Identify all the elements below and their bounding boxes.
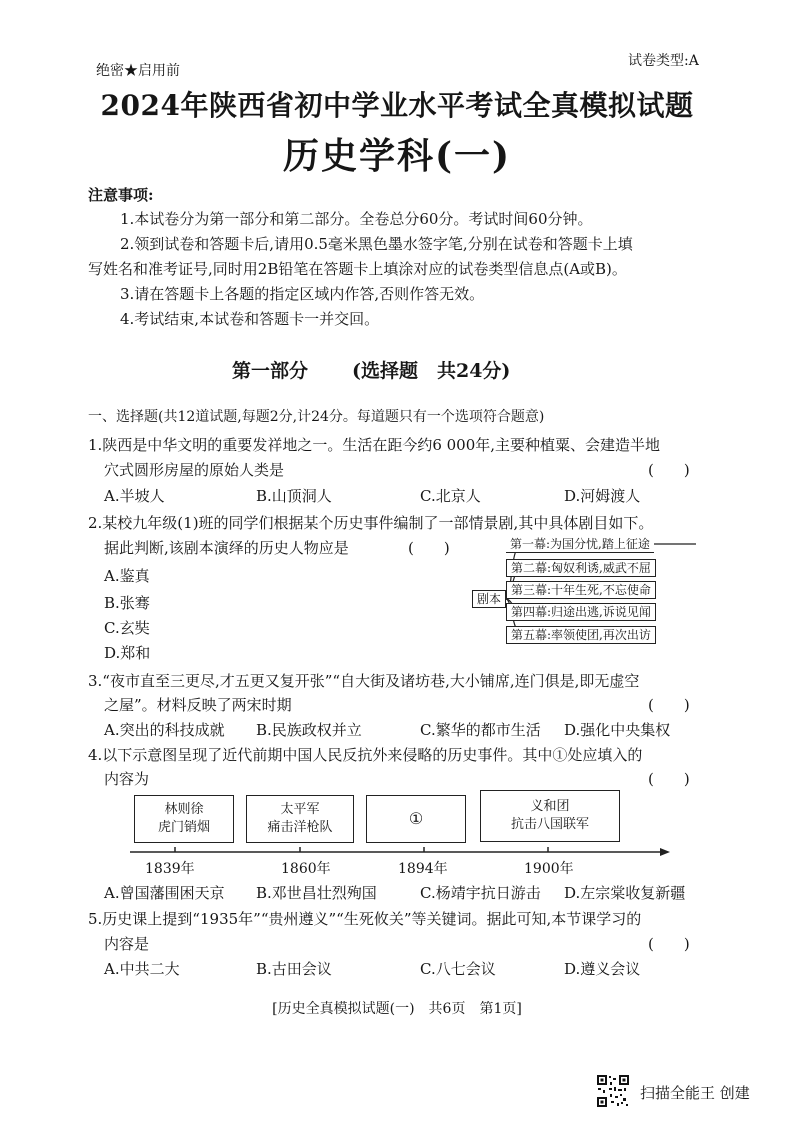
option-c: C.北京人 bbox=[420, 487, 481, 505]
option-c: C.繁华的都市生活 bbox=[420, 721, 541, 739]
option-d: D.郑和 bbox=[104, 644, 151, 662]
option-d: D.遵义会议 bbox=[564, 960, 641, 978]
timeline-event-line1: 太平军 bbox=[280, 802, 320, 817]
timeline-event-blank bbox=[366, 795, 466, 843]
timeline-event bbox=[480, 790, 620, 842]
option-a: A.突出的科技成就 bbox=[104, 721, 225, 739]
notice-item: 写姓名和准考证号,同时用2B铅笔在答题卡上填涂对应的试卷类型信息点(A或B)。 bbox=[88, 260, 627, 278]
option-c: C.八七会议 bbox=[420, 960, 496, 978]
option-b: B.邓世昌壮烈殉国 bbox=[256, 884, 377, 902]
option-c: C.玄奘 bbox=[104, 619, 150, 637]
notice-item: 1.本试卷分为第一部分和第二部分。全卷总分60分。考试时间60分钟。 bbox=[120, 210, 593, 228]
page-footer: [历史全真模拟试题(一) 共6页 第1页] bbox=[272, 1001, 522, 1017]
timeline-year: 1860年 bbox=[281, 861, 331, 877]
option-a: A.半坡人 bbox=[104, 487, 165, 505]
exam-title: 2024年陕西省初中学业水平考试全真模拟试题 bbox=[100, 89, 694, 122]
option-a: A.中共二大 bbox=[104, 960, 180, 978]
answer-blank: ( ) bbox=[648, 935, 690, 953]
timeline-year: 1839年 bbox=[145, 861, 195, 877]
section-instruction: 一、选择题(共12道试题,每题2分,计24分。每道题只有一个选项符合题意) bbox=[88, 409, 545, 425]
option-b: B.张骞 bbox=[104, 594, 150, 612]
question-5-stem-cont: 内容是 bbox=[104, 935, 150, 953]
question-2-stem-cont: 据此判断,该剧本演绎的历史人物应是 bbox=[104, 539, 349, 557]
timeline-event-line2: 虎门销烟 bbox=[157, 820, 210, 835]
answer-blank: ( ) bbox=[648, 770, 690, 788]
question-4-stem: 4.以下示意图呈现了近代前期中国人民反抗外来侵略的历史事件。其中①处应填入的 bbox=[88, 746, 643, 764]
answer-blank: ( ) bbox=[648, 461, 690, 479]
subject-title: 历史学科(一) bbox=[282, 135, 512, 177]
option-a: A.鉴真 bbox=[104, 567, 150, 585]
option-b: B.古田会议 bbox=[256, 960, 332, 978]
question-1-stem-cont: 穴式圆形房屋的原始人类是 bbox=[104, 461, 285, 479]
qr-code-icon bbox=[596, 1074, 630, 1108]
timeline-event-line1: 义和团 bbox=[530, 799, 570, 814]
notice-item: 2.领到试卷和答题卡后,请用0.5毫米黑色墨水签字笔,分别在试卷和答题卡上填 bbox=[120, 235, 633, 253]
question-3-stem: 3.“夜市直至三更尽,才五更又复开张”“自大街及诸坊巷,大小铺席,连门俱是,即无虚空 bbox=[88, 672, 640, 690]
question-1-stem: 1.陕西是中华文明的重要发祥地之一。生活在距今约6 000年,主要种植粟、会建造半地 bbox=[88, 436, 661, 454]
timeline-event bbox=[246, 795, 354, 843]
confidential-mark: 绝密★启用前 bbox=[96, 63, 180, 79]
question-5-stem: 5.历史课上提到“1935年”“贵州遵义”“生死攸关”等关键词。据此可知,本节课学习的 bbox=[88, 910, 642, 928]
script-act: 第一幕:为国分忧,踏上征途 bbox=[506, 536, 654, 553]
part-subtitle: (选择题 共24分) bbox=[352, 360, 511, 382]
option-d: D.强化中央集权 bbox=[564, 721, 671, 739]
script-act: 第五幕:率领使团,再次出访 bbox=[506, 626, 656, 644]
option-b: B.山顶洞人 bbox=[256, 487, 332, 505]
timeline-event-line1: 林则徐 bbox=[164, 802, 204, 817]
timeline-event-line2: 痛击洋枪队 bbox=[267, 820, 333, 835]
answer-blank: ( ) bbox=[408, 539, 450, 557]
timeline-axis bbox=[130, 846, 672, 858]
timeline-event-line2: 抗击八国联军 bbox=[510, 817, 589, 832]
answer-blank: ( ) bbox=[648, 696, 690, 714]
part-title: 第一部分 bbox=[232, 360, 309, 382]
option-b: B.民族政权并立 bbox=[256, 721, 362, 739]
option-c: C.杨靖宇抗日游击 bbox=[420, 884, 541, 902]
script-label: 剧本 bbox=[472, 590, 506, 608]
question-2-stem: 2.某校九年级(1)班的同学们根据某个历史事件编制了一部情景剧,其中具体剧目如下。 bbox=[88, 514, 654, 532]
option-d: D.河姆渡人 bbox=[564, 487, 641, 505]
timeline-event bbox=[134, 795, 234, 843]
question-3-stem-cont: 之屋”。材料反映了两宋时期 bbox=[104, 696, 292, 714]
script-act: 第三幕:十年生死,不忘使命 bbox=[506, 581, 656, 599]
scanner-watermark: 扫描全能王 创建 bbox=[640, 1084, 750, 1102]
notice-item: 3.请在答题卡上各题的指定区域内作答,否则作答无效。 bbox=[120, 285, 485, 303]
notice-item: 4.考试结束,本试卷和答题卡一并交回。 bbox=[120, 310, 380, 328]
option-a: A.曾国藩围困天京 bbox=[104, 884, 225, 902]
paper-type: 试卷类型:A bbox=[628, 53, 699, 69]
question-4-stem-cont: 内容为 bbox=[104, 770, 150, 788]
timeline-event-line1: ① bbox=[408, 809, 424, 828]
notice-heading: 注意事项: bbox=[88, 186, 154, 204]
script-act: 第四幕:归途出逃,诉说见闻 bbox=[506, 603, 656, 621]
option-d: D.左宗棠收复新疆 bbox=[564, 884, 686, 902]
script-act: 第二幕:匈奴利诱,威武不屈 bbox=[506, 559, 656, 577]
timeline-year: 1894年 bbox=[398, 861, 448, 877]
timeline-year: 1900年 bbox=[524, 861, 574, 877]
